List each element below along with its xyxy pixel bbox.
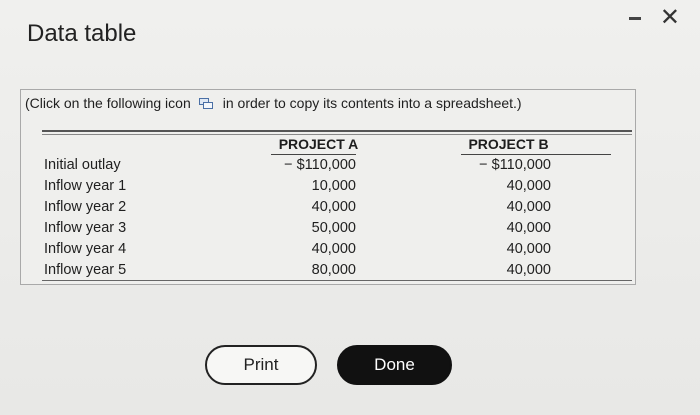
cell-project-b: 40,000 (506, 199, 551, 215)
cell-project-a: 80,000 (311, 262, 356, 278)
cell-project-a: 40,000 (311, 199, 356, 215)
row-label: Inflow year 2 (44, 199, 127, 215)
cell-project-a: 10,000 (311, 178, 356, 194)
row-label: Inflow year 1 (44, 178, 127, 194)
minimize-icon (629, 17, 641, 20)
column-header-project-b: PROJECT B (468, 136, 549, 152)
table-bottom-rule (42, 280, 632, 281)
cell-project-b: − $110,000 (479, 157, 551, 173)
copy-spreadsheet-icon[interactable] (199, 98, 213, 109)
close-icon: ✕ (659, 4, 680, 31)
row-label: Inflow year 3 (44, 220, 127, 236)
row-labels (44, 155, 126, 281)
dialog-title: Data table (27, 20, 137, 47)
cell-project-a: 50,000 (311, 220, 356, 236)
table-top-rule (42, 130, 632, 132)
project-a-values (276, 155, 356, 281)
column-header-project-a: PROJECT A (278, 136, 359, 152)
row-label: Inflow year 5 (44, 262, 127, 278)
cell-project-b: 40,000 (506, 241, 551, 257)
instruction-text-after: in order to copy its contents into a spreadsheet.) (222, 95, 522, 111)
data-table-panel (20, 89, 636, 285)
row-label: Initial outlay (44, 157, 121, 173)
instruction-text-before: (Click on the following icon (25, 95, 191, 111)
print-button[interactable]: Print (205, 345, 317, 385)
row-label: Inflow year 4 (44, 241, 127, 257)
copy-instruction (25, 95, 522, 111)
minimize-button[interactable] (628, 8, 642, 28)
cell-project-a: 40,000 (311, 241, 356, 257)
done-button[interactable]: Done (337, 345, 452, 385)
cell-project-a: − $110,000 (284, 157, 356, 173)
table-top-rule-thin (42, 134, 632, 135)
cell-project-b: 40,000 (506, 262, 551, 278)
cell-project-b: 40,000 (506, 178, 551, 194)
cell-project-b: 40,000 (506, 220, 551, 236)
project-b-values (467, 155, 551, 281)
close-button[interactable] (660, 6, 680, 30)
window-controls (628, 6, 680, 30)
